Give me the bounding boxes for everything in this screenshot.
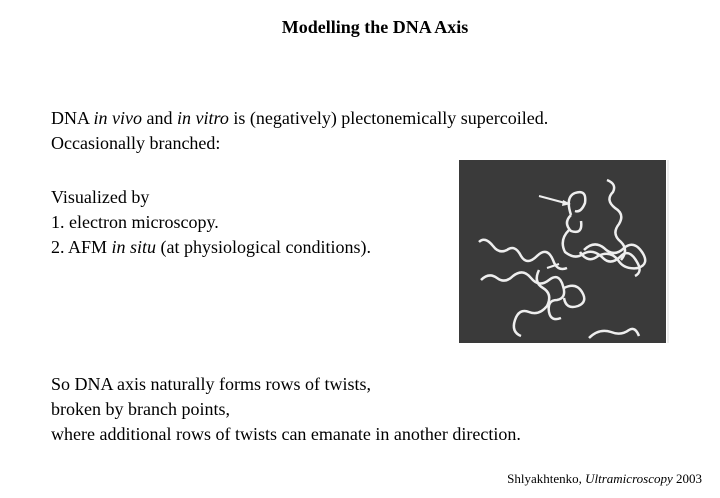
afm-dna-image <box>459 160 666 343</box>
text-line: 2. AFM in situ (at physiological conditions). <box>51 237 372 257</box>
text-line: So DNA axis naturally forms rows of twists, <box>51 374 371 394</box>
text-line: DNA in vivo and in vitro is (negatively) plectonemically supercoiled. <box>51 108 549 128</box>
text-line: broken by branch points, <box>51 399 230 419</box>
citation: Shlyakhtenko, Ultramicroscopy 2003 <box>507 471 702 486</box>
text-line: Occasionally branched: <box>51 133 221 153</box>
text-line: 1. electron microscopy. <box>51 212 219 232</box>
text-line: Visualized by <box>51 187 150 207</box>
slide-title: Modelling the DNA Axis <box>281 17 469 37</box>
image-border <box>667 160 669 343</box>
text-line: where additional rows of twists can emanate in another direction. <box>51 424 521 444</box>
